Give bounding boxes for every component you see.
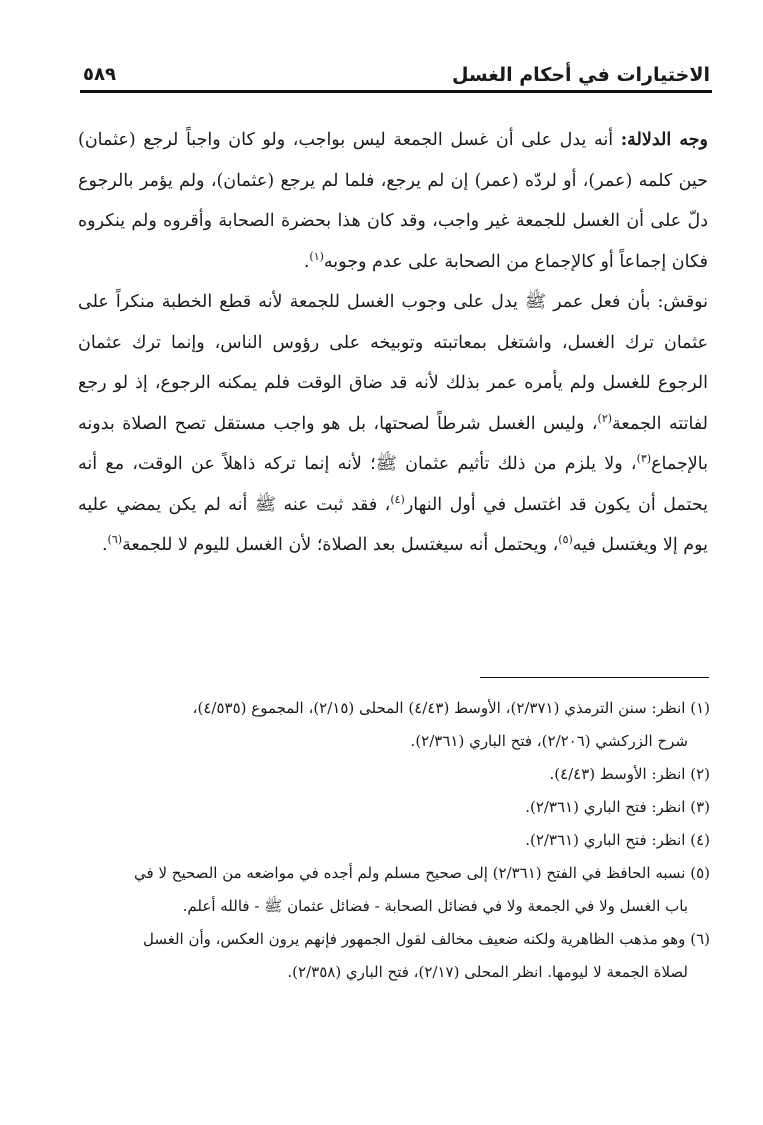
running-header bbox=[83, 58, 710, 88]
footnote-number: (٣) bbox=[690, 798, 710, 816]
paragraph-objection bbox=[78, 282, 708, 566]
footnote-ref-6: (٦) bbox=[107, 533, 123, 547]
footnote-text: انظر: فتح الباري (٢/٣٦١). bbox=[525, 831, 686, 849]
footnote-ref-3: (٣) bbox=[636, 452, 652, 466]
footnote-number: (١) bbox=[690, 699, 710, 717]
objection-text-c: ، ولا يلزم من ذلك تأثيم عثمان ﷺ؛ لأنه إنما تركه ذاهلاً عن الوقت، مع أنه يحتمل أن يكون قد اغتسل في أول النهار bbox=[78, 454, 708, 515]
footnote-4 bbox=[78, 824, 710, 857]
objection-text-e: ، ويحتمل أنه سيغتسل بعد الصلاة؛ لأن الغسل لليوم لا للجمعة bbox=[122, 535, 559, 555]
footnote-5 bbox=[78, 857, 710, 923]
footnote-number: (٦) bbox=[690, 930, 710, 948]
objection-text-d: ، فقد ثبت عنه ﷺ أنه لم يكن يمضي عليه يوم إلا ويغتسل فيه bbox=[78, 494, 708, 555]
footnote-ref-1: (١) bbox=[309, 249, 324, 263]
footnote-text-cont: باب الغسل ولا في الجمعة ولا في فضائل الصحابة - فضائل عثمان ﷺ - فالله أعلم. bbox=[182, 897, 688, 915]
footnote-6 bbox=[78, 923, 710, 989]
footnote-text: انظر: سنن الترمذي (٢/٣٧١)، الأوسط (٤/٤٣) المحلى (٢/١٥)، المجموع (٤/٥٣٥)، bbox=[192, 699, 686, 717]
footnote-ref-4: (٤) bbox=[390, 492, 405, 506]
footnote-text: انظر: فتح الباري (٢/٣٦١). bbox=[525, 798, 686, 816]
footnote-2 bbox=[78, 758, 710, 791]
footnotes bbox=[78, 692, 710, 989]
footnote-text: انظر: الأوسط (٤/٤٣). bbox=[549, 765, 686, 783]
main-text bbox=[78, 120, 708, 566]
footnote-1 bbox=[78, 692, 710, 758]
header-rule bbox=[80, 90, 712, 93]
footnote-text: نسبه الحافظ في الفتح (٢/٣٦١) إلى صحيح مسلم ولم أجده في مواضعه من الصحيح لا في bbox=[134, 864, 686, 882]
evidence-end: . bbox=[303, 251, 310, 272]
footnote-number: (٤) bbox=[690, 831, 710, 849]
evidence-label: وجه الدلالة: bbox=[620, 130, 708, 150]
paragraph-evidence bbox=[78, 120, 708, 282]
objection-text-b: ، وليس الغسل شرطاً لصحتها، بل هو واجب مستقل تصح الصلاة بدونه بالإجماع bbox=[78, 413, 708, 474]
header-title: الاختيارات في أحكام الغسل bbox=[451, 64, 710, 86]
objection-end: . bbox=[101, 535, 108, 555]
footnote-number: (٢) bbox=[690, 765, 710, 783]
footnote-text-cont: شرح الزركشي (٢/٢٠٦)، فتح الباري (٢/٣٦١). bbox=[410, 732, 688, 750]
objection-text-a: نوقش: بأن فعل عمر ﷺ يدل على وجوب الغسل للجمعة لأنه قطع الخطبة منكراً على عثمان ترك الغسل، واشتغل بمعاتبته وتوبيخه على رؤوس الناس، وإنما ترك عثمان الرجوع للغسل ولم يأمره عمر بذلك لأنه قد ضاق الوقت فلم يمكنه الرجوع، إذ لو رجع لفاتته الجمعة bbox=[78, 292, 708, 434]
footnote-ref-2: (٢) bbox=[597, 411, 613, 425]
footnote-text-cont: لصلاة الجمعة لا ليومها. انظر المحلى (٢/١٧)، فتح الباري (٢/٣٥٨). bbox=[287, 963, 688, 981]
footnote-text: وهو مذهب الظاهرية ولكنه ضعيف مخالف لقول الجمهور فإنهم يرون العكس، وأن الغسل bbox=[142, 930, 686, 948]
footnote-ref-5: (٥) bbox=[558, 533, 573, 547]
evidence-text: أنه يدل على أن غسل الجمعة ليس بواجب، ولو كان واجباً لرجع (عثمان) حين كلمه (عمر)، أو لردّه (عمر) إن لم يرجع، فلما لم يرجع (عثمان)، ولم يؤمر بالرجوع دلّ على أن الغسل للجمعة غير واجب، وقد كان هذا بحضرة الصحابة وأقروه ولم ينكروه فكان إجماعاً أو كالإجماع من الصحابة على عدم وجوبه bbox=[78, 130, 708, 272]
footnote-separator bbox=[480, 677, 709, 678]
footnote-3 bbox=[78, 791, 710, 824]
page-number: ٥٨٩ bbox=[83, 64, 116, 85]
footnote-number: (٥) bbox=[690, 864, 710, 882]
